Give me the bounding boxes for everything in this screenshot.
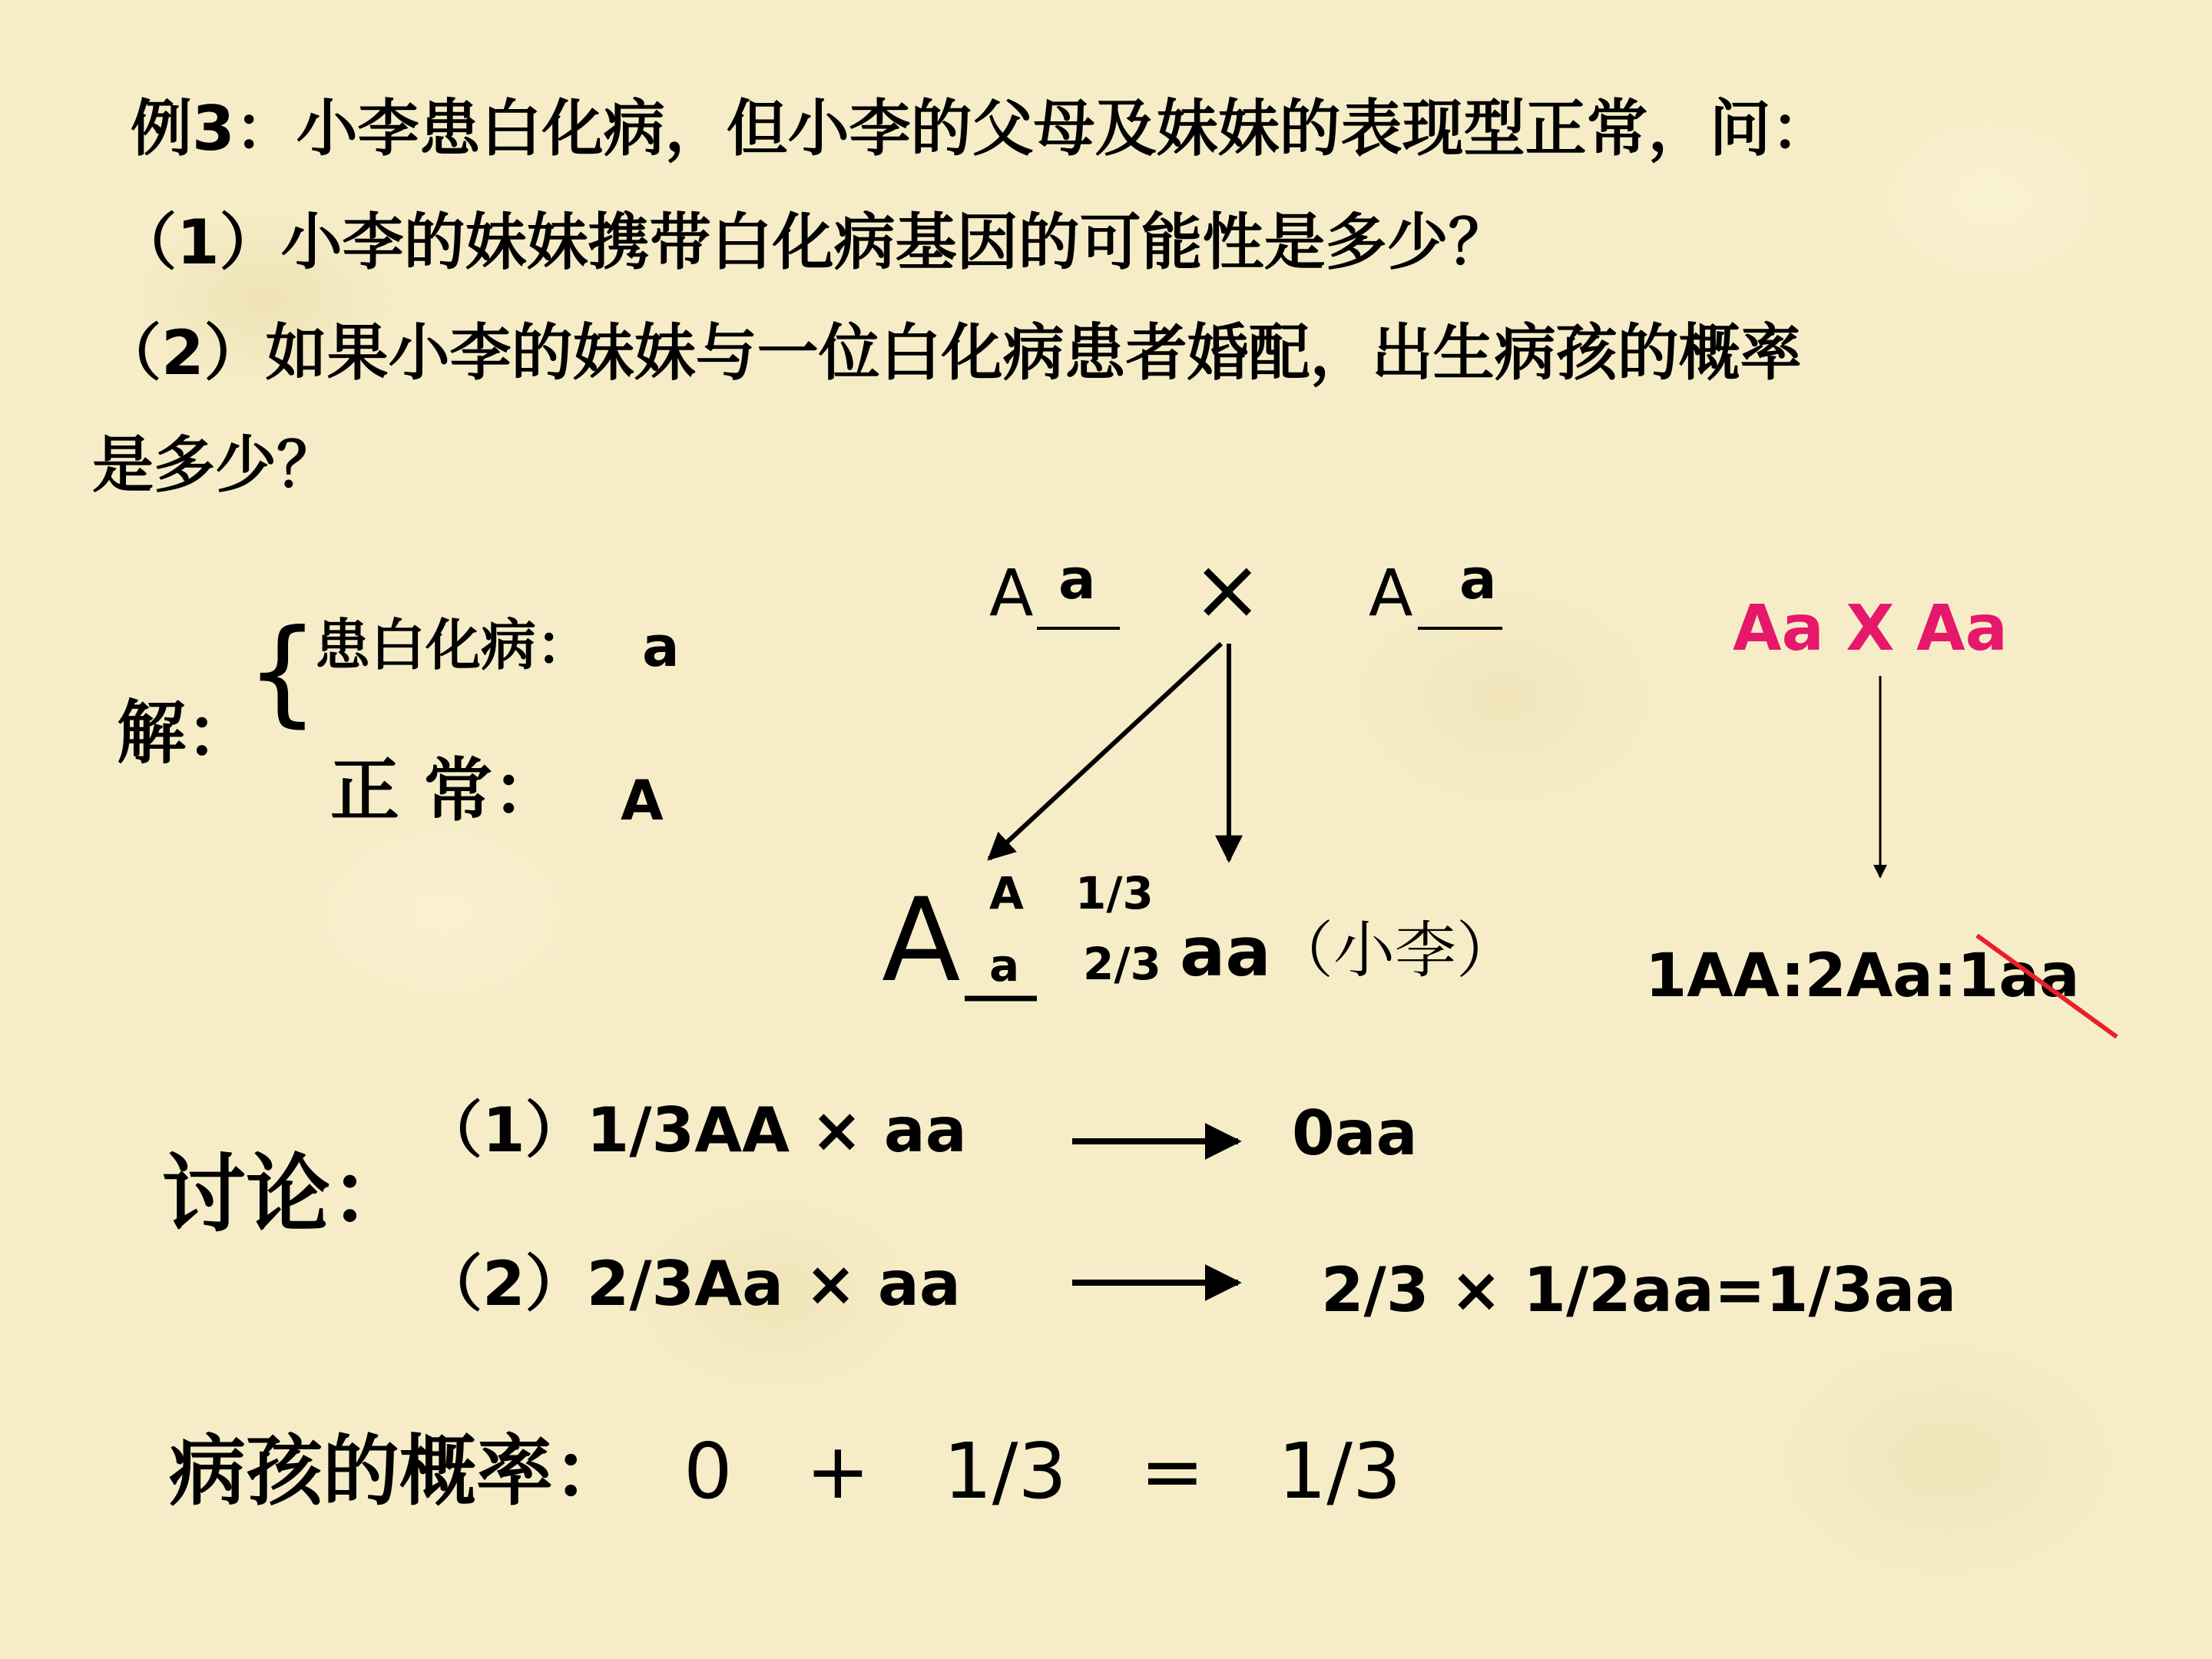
normal-gene: A	[621, 768, 664, 833]
parent2-genotype: A	[1369, 555, 1413, 631]
affected-genotype: aa	[1180, 912, 1271, 992]
question-line-3: （2）如果小李的妹妹与一位白化病患者婚配，出生病孩的概率	[100, 317, 1802, 389]
discussion-row1-right: 0aa	[1292, 1098, 1418, 1169]
sister-allele-a: a	[989, 939, 1020, 992]
conclusion-label: 病孩的概率：	[169, 1426, 630, 1516]
disease-label: 患白化病：	[315, 613, 592, 677]
normal-label: 正 常：	[330, 750, 562, 831]
side-cross-ratio: 1AA:2Aa:1aa	[1645, 942, 2080, 1011]
solution-label: 解：	[117, 693, 255, 773]
discussion-row2-right: 2/3 × 1/2aa=1/3aa	[1321, 1254, 1957, 1326]
question-line-1: 例3：小李患白化病，但小李的父母及妹妹的表现型正常，问：	[131, 93, 1833, 164]
conclusion-expression: 0 + 1/3 = 1/3	[684, 1426, 1402, 1516]
question-line-2: （1）小李的妹妹携带白化病基因的可能性是多少？	[115, 207, 1510, 278]
sister-prob-AA: 1/3	[1075, 867, 1154, 919]
disease-gene: a	[642, 614, 680, 679]
brace-icon: {	[246, 605, 320, 739]
sister-prob-Aa: 2/3	[1083, 938, 1161, 990]
sister-allele-A: A	[989, 867, 1024, 919]
parent1-genotype: A	[989, 555, 1034, 631]
sister-genotype: A	[882, 874, 961, 1008]
parent1-unknown-allele: a	[1058, 547, 1096, 611]
strike-aa-mark	[1977, 935, 2117, 1037]
discussion-row2-left: （2）2/3Aa × aa	[421, 1248, 961, 1320]
discussion-row1-left: （1）1/3AA × aa	[421, 1094, 967, 1166]
cross-sign-icon: ×	[1192, 540, 1263, 638]
parent2-unknown-allele: a	[1459, 547, 1497, 611]
discussion-label: 讨论：	[161, 1145, 415, 1243]
arrow-to-sister	[989, 644, 1221, 859]
question-line-4: 是多少？	[92, 429, 338, 501]
affected-name: （小李）	[1272, 915, 1518, 986]
side-cross-title: Aa X Aa	[1733, 592, 2008, 665]
